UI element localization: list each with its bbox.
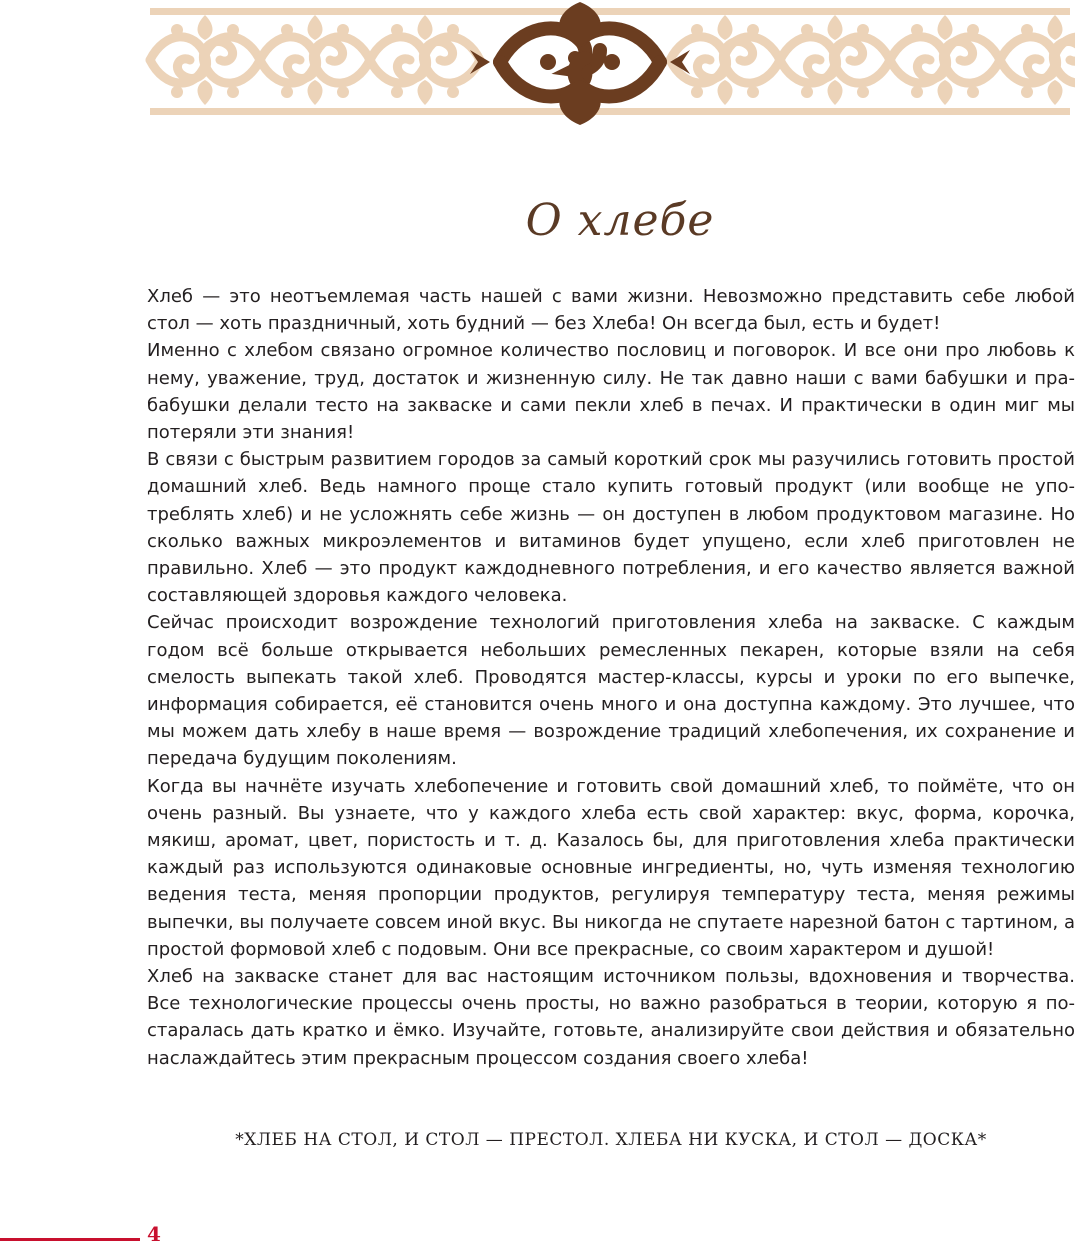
paragraph: Именно с хлебом связано огромное количество пословиц и поговорок. И все они про любовь к нему, уважение, труд, достаток и жизненную силу. Не так давно наши с вами бабушки и прабабушки делали тесто на закваске и сами пекли хлеб в печах. И практически в один миг мы потеряли эти знания! <box>147 340 1075 444</box>
ornament-header <box>0 0 1075 130</box>
page-title: О хлебе <box>525 195 715 246</box>
page-number-line <box>0 1238 140 1241</box>
body-text <box>147 283 1075 1072</box>
paragraph: Сейчас происходит возрождение технологий приготовления хлеба на закваске. С каждым годом всё больше открывается небольших ремесленных пекарен, которые взяли на себя смелость выпекать такой хлеб. Проводятся мастер-классы, курсы и уроки по его выпечке, информация собирается, её становится очень много и она доступна каждому. Это лучшее, что мы можем дать хлебу в наше время — возрождение традиций хлебопечения, их сохранение и передача будущим поколениям. <box>147 612 1075 770</box>
central-ornament-motif <box>470 2 690 125</box>
paragraph: Когда вы начнёте изучать хлебопечение и готовить свой домашний хлеб, то поймёте, что он очень разный. Вы узнаете, что у каждого хлеба есть свой характер: вкус, форма, корочка, мякиш, аромат, цвет, пористость и т. д. Казалось бы, для приготовления хлеба практически каждый раз используются одинаковые основные ингредиенты, но, чуть изменяя технологию ведения теста, меняя пропорции продуктов, регулируя температуру теста, меняя режимы выпечки, вы получаете совсем иной вкус. Вы никогда не спутаете нарезной батон с тартином, а простой формовой хлеб с подовым. Они все прекрасные, со своим характером и душой! <box>147 775 1075 960</box>
page-number: 4 <box>147 1222 161 1246</box>
proverb: *ХЛЕБ НА СТОЛ, И СТОЛ — ПРЕСТОЛ. ХЛЕБА НИ КУСКА, И СТОЛ — ДОСКА* <box>235 1130 987 1150</box>
paragraph: Хлеб на закваске станет для вас настоящим источником пользы, вдохновения и творчества. Все технологические процессы очень просты, но важно разобраться в теории, которую я постаралась дать кратко и ёмко. Изучайте, готовьте, анализируйте свои действия и обязательно наслаждайтесь этим прекрасным процессом создания своего хлеба! <box>147 966 1075 1069</box>
paragraph: Хлеб — это неотъемлемая часть нашей с вами жизни. Невозможно представить себе любой стол — хоть праздничный, хоть будний — без Хлеба! Он всегда был, есть и будет! <box>147 286 1075 335</box>
paragraph: В связи с быстрым развитием городов за самый короткий срок мы разучились готовить простой домашний хлеб. Ведь намного проще стало купить готовый продукт (или вообще не употреблять хлеб) и не усложнять себе жизнь — он доступен в любом продуктовом магазине. Но сколько важных микроэлементов и витаминов будет упущено, если хлеб приготовлен не правильно. Хлеб — это продукт каждодневного потребления, и его качество является важной составляющей здоровья каждого человека. <box>147 449 1075 607</box>
